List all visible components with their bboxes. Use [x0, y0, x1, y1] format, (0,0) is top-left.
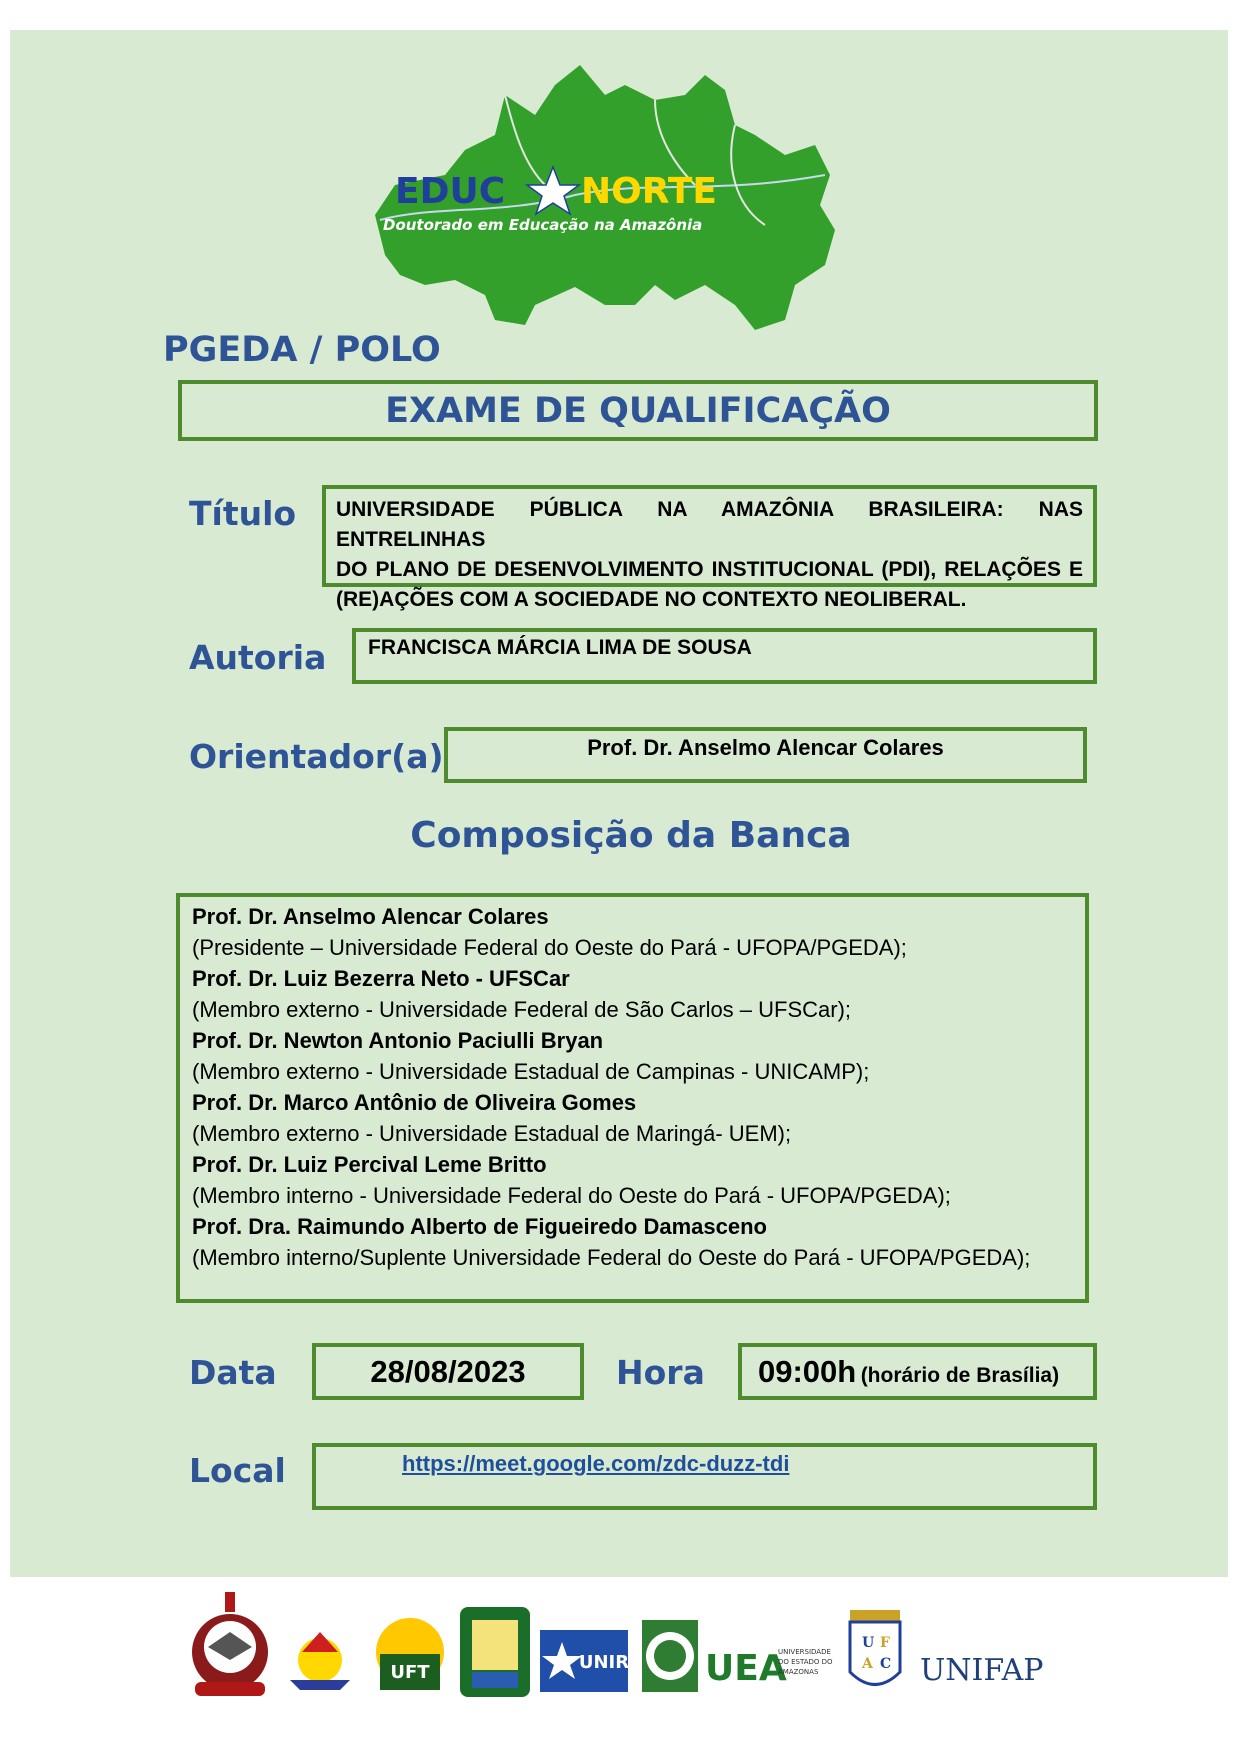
ufac-letter: A — [862, 1656, 873, 1672]
banca-member-name: Prof. Dra. Raimundo Alberto de Figueiredo Damasceno — [192, 1214, 767, 1239]
uea-subtext: UNIVERSIDADE — [778, 1648, 831, 1656]
meet-link[interactable]: https://meet.google.com/zdc-duzz-tdi — [402, 1451, 790, 1476]
banca-box — [176, 893, 1089, 1303]
orientador-value: Prof. Dr. Anselmo Alencar Colares — [587, 735, 944, 760]
titulo-line: (RE)AÇÕES COM A SOCIEDADE NO CONTEXTO NEOLIBERAL. — [336, 588, 967, 611]
banca-member-role: (Membro externo - Universidade Federal de São Carlos – UFSCar); — [192, 997, 852, 1022]
footer-logos — [190, 1592, 1060, 1712]
exam-title: EXAME DE QUALIFICAÇÃO — [385, 391, 891, 431]
titulo-line: DO PLANO DE DESENVOLVIMENTO INSTITUCIONAL (PDI), RELAÇÕES E — [336, 558, 1083, 581]
data-label: Data — [189, 1353, 277, 1392]
titulo-box — [322, 485, 1097, 611]
uea-subtext: DO ESTADO DO — [778, 1658, 833, 1666]
ufac-letter: F — [880, 1635, 890, 1651]
autoria-label: Autoria — [189, 638, 327, 677]
uft-logo-icon — [376, 1618, 444, 1690]
university-seal-icon — [642, 1620, 698, 1692]
titulo-line: UNIVERSIDADE PÚBLICA NA AMAZÔNIA BRASILEIRA: NAS ENTRELINHAS — [336, 498, 1083, 551]
local-box — [312, 1443, 1097, 1510]
orientador-label: Orientador(a) — [189, 737, 444, 776]
banca-member-name: Prof. Dr. Luiz Percival Leme Britto — [192, 1152, 547, 1177]
banca-member-role: (Membro externo - Universidade Estadual de Maringá- UEM); — [192, 1121, 792, 1146]
data-box — [312, 1343, 584, 1400]
banca-member-role: (Membro interno/Suplente Universidade Federal do Oeste do Pará - UFOPA/PGEDA); — [192, 1245, 1031, 1270]
banca-heading: Composição da Banca — [410, 815, 852, 856]
unir-logo-icon — [540, 1630, 629, 1692]
uea-logo-icon — [705, 1648, 833, 1689]
local-label: Local — [189, 1451, 286, 1490]
hora-label: Hora — [616, 1353, 705, 1392]
hora-note: (horário de Brasília) — [860, 1364, 1060, 1387]
logo-brand-norte: NORTE — [581, 171, 717, 212]
banca-member-name: Prof. Dr. Marco Antônio de Oliveira Gomes — [192, 1090, 637, 1115]
autoria-box — [352, 628, 1097, 684]
banca-member-name: Prof. Dr. Newton Antonio Paciulli Bryan — [192, 1028, 604, 1053]
banca-member-role: (Membro interno - Universidade Federal do Oeste do Pará - UFOPA/PGEDA); — [192, 1183, 951, 1208]
logo-tagline: Doutorado em Educação na Amazônia — [383, 216, 703, 234]
program-heading: PGEDA / POLO — [163, 330, 441, 370]
unifap-logo-icon — [920, 1653, 1043, 1688]
logo-brand-educ: EDUC — [395, 171, 506, 212]
autoria-value: FRANCISCA MÁRCIA LIMA DE SOUSA — [368, 636, 752, 659]
titulo-label: Título — [189, 494, 297, 533]
ufpa-crest-icon — [192, 1592, 268, 1696]
banca-member-name: Prof. Dr. Anselmo Alencar Colares — [192, 904, 549, 929]
banca-member-name: Prof. Dr. Luiz Bezerra Neto - UFSCar — [192, 966, 570, 991]
ufopa-emblem-icon — [460, 1607, 530, 1697]
banca-member-role: (Presidente – Universidade Federal do Oeste do Pará - UFOPA/PGEDA); — [192, 935, 907, 960]
uea-text: UEA — [705, 1648, 787, 1689]
unir-text: UNIR — [578, 1652, 630, 1673]
banca-member-role: (Membro externo - Universidade Estadual de Campinas - UNICAMP); — [192, 1059, 870, 1084]
hora-box — [738, 1343, 1097, 1400]
unifap-text: UNIFAP — [920, 1653, 1044, 1688]
educnorte-logo — [355, 55, 875, 335]
data-value: 28/08/2023 — [370, 1354, 526, 1389]
uft-text: UFT — [390, 1662, 430, 1683]
ufac-letter: C — [880, 1656, 892, 1672]
uepa-emblem-icon — [290, 1632, 350, 1690]
uea-subtext: AMAZONAS — [778, 1668, 819, 1676]
ufac-shield-icon — [850, 1610, 900, 1685]
ufac-letter: U — [862, 1635, 875, 1651]
hora-value: 09:00h — [758, 1354, 857, 1389]
orientador-box — [444, 727, 1087, 783]
exam-title-box — [178, 380, 1098, 441]
